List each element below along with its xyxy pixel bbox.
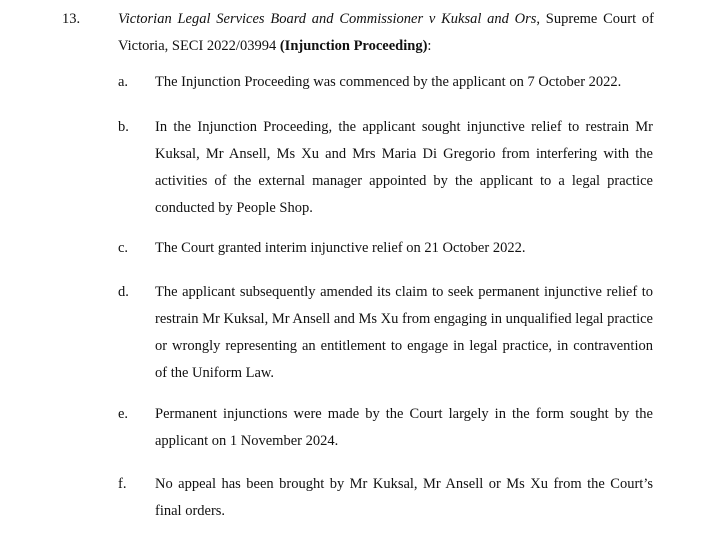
- list-item-text: The applicant subsequently amended its claim to seek permanent injunctive relief to restrain Mr Kuksal, Mr Ansell and Ms Xu from engaging in unqualified legal practice or wrongly representing an entitlement to engage in legal practice, in contravention of the Uniform Law.: [155, 284, 653, 381]
- list-item-text: In the Injunction Proceeding, the applicant sought injunctive relief to restrain Mr Kuksal, Mr Ansell, Ms Xu and Mrs Maria Di Gregorio from interfering with the activities of the external manager appointed by the applicant to a legal practice conducted by People Shop.: [155, 119, 653, 216]
- case-court-and-number: , Supreme Court of Victoria, SECI 2022/03994: [118, 11, 654, 54]
- paragraph-number: 13.: [62, 11, 81, 27]
- list-item-label: a.: [118, 74, 129, 90]
- list-item-label: e.: [118, 406, 129, 422]
- list-item-text: Permanent injunctions were made by the Court largely in the form sought by the applicant on 1 November 2024.: [155, 406, 653, 449]
- list-item-label: f.: [118, 476, 127, 492]
- list-item-label: c.: [118, 240, 129, 256]
- proceeding-short-name: (Injunction Proceeding): [279, 38, 428, 54]
- list-item-text: No appeal has been brought by Mr Kuksal, Mr Ansell or Ms Xu from the Court’s final orders.: [155, 476, 653, 519]
- heading-colon: :: [427, 38, 432, 54]
- list-item-text: The Injunction Proceeding was commenced by the applicant on 7 October 2022.: [155, 74, 622, 90]
- list-item-label: b.: [118, 119, 129, 135]
- list-item-label: d.: [118, 284, 129, 300]
- case-name: Victorian Legal Services Board and Commissioner v Kuksal and Ors: [118, 11, 537, 27]
- list-item-text: The Court granted interim injunctive relief on 21 October 2022.: [155, 240, 526, 256]
- paragraph-heading: [118, 6, 654, 60]
